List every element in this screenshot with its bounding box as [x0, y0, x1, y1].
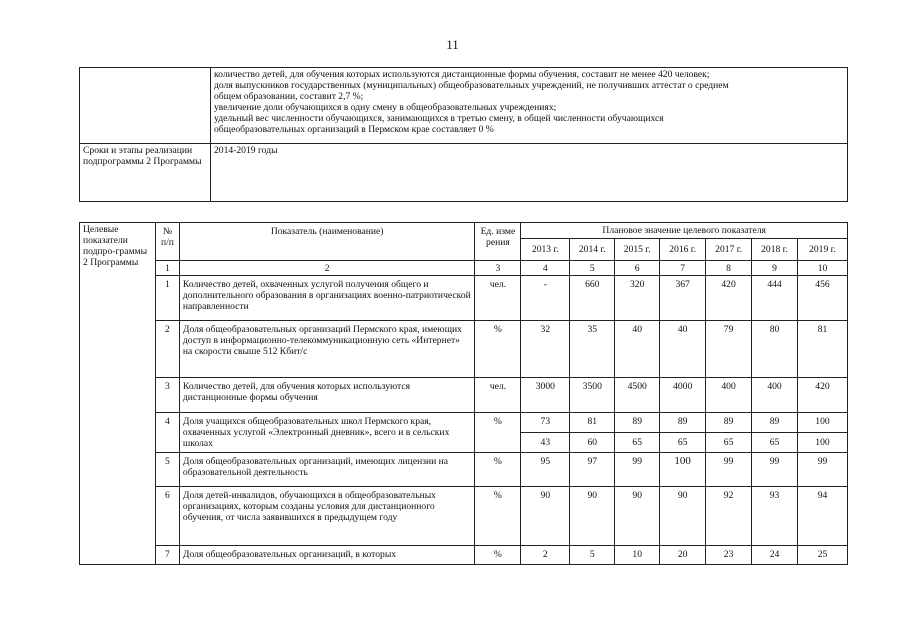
value-cell: 79 [706, 321, 752, 378]
column-number: 3 [475, 261, 521, 276]
header-year: 2017 г. [706, 239, 752, 261]
row-num: 4 [155, 413, 179, 453]
header-year: 2015 г. [615, 239, 660, 261]
indicator-name: Доля учащихся общеобразовательных школ Пермского края, охваченных услугой «Электронный дневник», всего и в сельских школах [179, 413, 475, 453]
value-cell: 400 [752, 378, 798, 413]
indicator-name: Количество детей, для обучения которых используются дистанционные формы обучения [179, 378, 475, 413]
value-cell: 420 [706, 276, 752, 321]
header-year: 2018 г. [752, 239, 798, 261]
header-num: № п/п [155, 223, 179, 261]
value-cell: 2 [521, 546, 570, 565]
header-year: 2016 г. [660, 239, 706, 261]
value-cell: 94 [797, 487, 847, 546]
result-line: общем образовании, составит 2,7 %; [214, 91, 364, 102]
result-line: общеобразовательных организаций в Пермском крае составляет 0 % [214, 124, 494, 135]
value-cell: 32 [521, 321, 570, 378]
column-number: 5 [570, 261, 615, 276]
value-cell: - [521, 276, 570, 321]
value-cell: 81 [570, 413, 615, 433]
column-number: 7 [660, 261, 706, 276]
header-year: 2013 г. [521, 239, 570, 261]
value-cell: 100 [797, 433, 847, 453]
value-cell: 73 [521, 413, 570, 433]
indicator-name: Доля общеобразовательных организаций, имеющих лицензии на образовательной деятельность [179, 453, 475, 487]
indicator-unit: % [475, 487, 521, 546]
value-cell: 40 [615, 321, 660, 378]
value-cell: 23 [706, 546, 752, 565]
value-cell: 89 [752, 413, 798, 433]
result-line: доля выпускников государственных (муниципальных) общеобразовательных учреждений, не получивших аттестат о среднем [214, 80, 729, 91]
target-indicators-table [79, 222, 848, 565]
indicator-name: Доля детей-инвалидов, обучающихся в общеобразовательных организациях, которым созданы условия для дистанционного обучения, от числа заявившихся в предыдущем году [179, 487, 475, 546]
header-name: Показатель (наименование) [179, 223, 475, 261]
value-cell: 24 [752, 546, 798, 565]
value-cell: 99 [706, 453, 752, 487]
header-year: 2019 г. [797, 239, 847, 261]
table-row [80, 321, 848, 378]
value-cell: 40 [660, 321, 706, 378]
value-cell: 90 [521, 487, 570, 546]
value-cell: 4000 [660, 378, 706, 413]
row-num: 3 [155, 378, 179, 413]
column-number: 1 [155, 261, 179, 276]
header-planned: Плановое значение целевого показателя [521, 223, 848, 239]
results-label-cell [80, 68, 211, 144]
row-num: 5 [155, 453, 179, 487]
value-cell: 60 [570, 433, 615, 453]
value-cell: 99 [615, 453, 660, 487]
value-cell: 20 [660, 546, 706, 565]
value-cell: 65 [660, 433, 706, 453]
row-num: 2 [155, 321, 179, 378]
column-number: 2 [179, 261, 475, 276]
column-number: 9 [752, 261, 798, 276]
value-cell: 90 [615, 487, 660, 546]
period-label: Сроки и этапы реализации подпрограммы 2 Программы [80, 144, 211, 202]
indicator-unit: % [475, 453, 521, 487]
value-cell: 43 [521, 433, 570, 453]
value-cell: 92 [706, 487, 752, 546]
value-cell: 99 [752, 453, 798, 487]
indicator-unit: % [475, 321, 521, 378]
indicator-name: Доля общеобразовательных организаций Пермского края, имеющих доступ в информационно-телекоммуникационную сеть «Интернет» на скорости свыше 512 Кбит/с [179, 321, 475, 378]
value-cell: 25 [797, 546, 847, 565]
row-num: 7 [155, 546, 179, 565]
table-row [80, 413, 848, 433]
value-cell: 90 [570, 487, 615, 546]
table-row [80, 276, 848, 321]
value-cell: 100 [660, 453, 706, 487]
value-cell: 367 [660, 276, 706, 321]
page-number: 11 [446, 37, 459, 52]
value-cell: 3000 [521, 378, 570, 413]
value-cell: 81 [797, 321, 847, 378]
column-number: 10 [797, 261, 847, 276]
value-cell: 35 [570, 321, 615, 378]
value-cell: 80 [752, 321, 798, 378]
header-year: 2014 г. [570, 239, 615, 261]
result-line: увеличение доли обучающихся в одну смену в общеобразовательных учреждениях; [214, 102, 557, 113]
result-line: удельный вес численности обучающихся, занимающихся в третью смену, в общей численности обучающихся [214, 113, 664, 124]
value-cell: 65 [752, 433, 798, 453]
value-cell: 99 [797, 453, 847, 487]
value-cell: 89 [706, 413, 752, 433]
value-cell: 90 [660, 487, 706, 546]
value-cell: 97 [570, 453, 615, 487]
value-cell: 5 [570, 546, 615, 565]
column-number: 8 [706, 261, 752, 276]
table-row [80, 378, 848, 413]
value-cell: 65 [706, 433, 752, 453]
subprogram-passport-table [79, 67, 848, 202]
indicator-unit: % [475, 546, 521, 565]
value-cell: 100 [797, 413, 847, 433]
value-cell: 444 [752, 276, 798, 321]
result-line: количество детей, для обучения которых используются дистанционные формы обучения, составит не менее 420 человек; [214, 69, 710, 80]
value-cell: 320 [615, 276, 660, 321]
value-cell: 660 [570, 276, 615, 321]
row-num: 6 [155, 487, 179, 546]
indicator-name: Доля общеобразовательных организаций, в которых [179, 546, 475, 565]
indicator-unit: чел. [475, 276, 521, 321]
value-cell: 65 [615, 433, 660, 453]
value-cell: 89 [660, 413, 706, 433]
value-cell: 89 [615, 413, 660, 433]
table-row [80, 546, 848, 565]
table-row [80, 487, 848, 546]
table-row [80, 453, 848, 487]
indicator-unit: чел. [475, 378, 521, 413]
value-cell: 3500 [570, 378, 615, 413]
indicators-row-label: Целевые показатели подпро-граммы 2 Программы [80, 223, 156, 565]
value-cell: 4500 [615, 378, 660, 413]
value-cell: 456 [797, 276, 847, 321]
column-number: 4 [521, 261, 570, 276]
row-num: 1 [155, 276, 179, 321]
indicator-unit: % [475, 413, 521, 453]
expected-results-cell [211, 68, 848, 144]
value-cell: 400 [706, 378, 752, 413]
value-cell: 10 [615, 546, 660, 565]
value-cell: 95 [521, 453, 570, 487]
period-value: 2014-2019 годы [211, 144, 848, 202]
value-cell: 93 [752, 487, 798, 546]
column-number: 6 [615, 261, 660, 276]
header-unit: Ед. измерения [475, 223, 521, 261]
indicator-name: Количество детей, охваченных услугой получения общего и дополнительного образования в организациях военно-патриотической направленности [179, 276, 475, 321]
value-cell: 420 [797, 378, 847, 413]
